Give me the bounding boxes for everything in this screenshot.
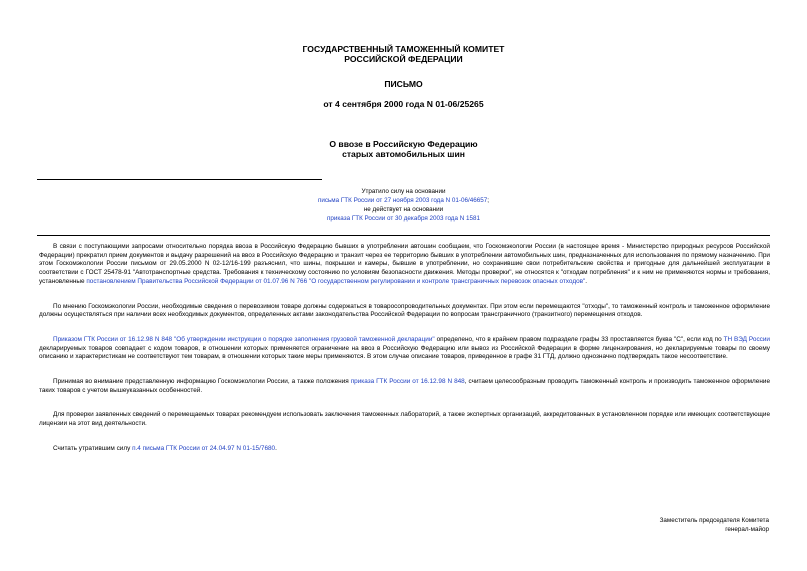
link-resolution-766[interactable]: постановлением Правительства Российской Федерации от 01.07.96 N 766 "О государственном регулировании и контроле трансграничных перевозок опасных отходов" <box>86 277 586 285</box>
paragraph-2 <box>39 303 770 320</box>
document-type: ПИСЬМО <box>384 79 423 89</box>
paragraph-text: определено, что в крайнем правом подразделе графы 33 проставляется буква "С", если код по <box>434 335 724 343</box>
paragraph-end: . <box>275 444 277 452</box>
paragraph-1 <box>39 243 770 287</box>
paragraph-text: Для проверки заявленных сведений о перемещаемых товарах рекомендуем использовать заключения таможенных лабораторий, а также экспертных организаций, аккредитованных в установленном порядке или имеющих соответствующие лицензии на этот вид деятельности. <box>39 411 770 428</box>
status-link-suffix: ; <box>487 197 490 204</box>
link-order-848[interactable]: приказа ГТК России от 16.12.98 N 848 <box>350 378 465 386</box>
signature-block <box>660 516 769 534</box>
status-note <box>0 187 807 223</box>
divider-short <box>37 179 322 180</box>
document-title <box>0 139 807 159</box>
divider-full <box>37 235 770 236</box>
paragraph-4 <box>39 378 770 395</box>
status-link-revoking-letter[interactable]: письма ГТК России от 27 ноября 2003 года N 01-06/46657 <box>317 197 488 204</box>
paragraph-end: . <box>585 277 588 285</box>
signature-rank: генерал-майор <box>725 526 769 533</box>
paragraph-text: , считаем целесообразным проводить таможенный контроль и производить таможенное оформление таких товаров с учетом вышеуказанных особенностей. <box>39 378 770 394</box>
agency-name <box>0 44 807 64</box>
link-order-848-instruction[interactable]: Приказом ГТК России от 16.12.98 N 848 "Об утверждении инструкции о порядке заполнения грузовой таможенной декларации" <box>53 335 435 343</box>
document-date-number: от 4 сентября 2000 года N 01-06/25265 <box>323 99 484 109</box>
paragraph-6 <box>39 445 770 454</box>
link-letter-01-15-7680[interactable]: п.4 письма ГТК России от 24.04.97 N 01-15/7680 <box>132 444 276 452</box>
title-line-1: О ввозе в Российскую Федерацию <box>329 139 478 149</box>
paragraph-text: В связи с поступающими запросами относительно порядка ввоза в Российскую Федерацию бывших в употреблении автошин сообщаем, что Госкомэкологии России (в настоящее время - Министерство природных ресурсов Российской Федерации) прекратил прием документов и выдачу разрешений на ввоз в Российскую Федерацию и транзит через ее территорию бывших в употреблении автомобильных шин, предназначенных для использования по прямому назначению. При этом Госкомэкологии России письмом от 29.05.2000 N 02-12/16-199 разъяснил, что шины, покрышки и камеры, бывшие в употреблении, но сохранившие свои потребительские свойства и пригодные для дальнейшей эксплуатации в соответствии с ГОСТ 25478-91 "Автотранспортные средства. Требования к техническому состоянию по условиям безопасности движения. Методы проверки", не относятся к "отходам потребления" и к ним не применяются нормы и требования, установленные <box>39 243 770 285</box>
paragraph-3 <box>39 336 770 362</box>
status-line-2: не действует на основании <box>363 206 444 213</box>
status-link-order-1581[interactable]: приказа ГТК России от 30 декабря 2003 года N 1581 <box>326 215 481 222</box>
agency-line-1: ГОСУДАРСТВЕННЫЙ ТАМОЖЕННЫЙ КОМИТЕТ <box>302 44 505 54</box>
document-body <box>39 243 770 470</box>
paragraph-text: По мнению Госкомэкологии России, необходимые сведения о перевозимом товаре должны содержаться в товаросопроводительных документах. При этом если перемещаются "отходы", то таможенный контроль и таможенное оформление должны осуществляться при наличии всех необходимых документов, определенных актами законодательства Российской Федерации по вопросам трансграничного (транзитного) перемещения отходов. <box>39 302 770 319</box>
link-tn-ved[interactable]: ТН ВЭД России <box>723 335 770 343</box>
title-line-2: старых автомобильных шин <box>342 149 465 159</box>
signature-position: Заместитель председателя Комитета <box>659 517 769 524</box>
paragraph-5 <box>39 411 770 428</box>
status-line-1: Утратило силу на основании <box>361 188 446 195</box>
paragraph-text: декларируемых товаров совпадает с кодом товаров, в отношении которых применяется ограничение на ввоз в Российскую Федерацию или вывоз из Российской Федерации в форме лицензирования, но декларируемые товары по своему описанию и характеристикам не соответствуют тем товарам, в отношении которых такие меры применяются. В этом случае описание товаров, приведенное в графе 31 ГТД, должно однозначно подтверждать такое несоответствие. <box>39 344 770 361</box>
paragraph-text: Принимая во внимание представленную информацию Госкомэкологии России, а также положения <box>53 378 351 386</box>
paragraph-text: Считать утратившим силу <box>53 444 133 452</box>
agency-line-2: РОССИЙСКОЙ ФЕДЕРАЦИИ <box>344 54 463 64</box>
